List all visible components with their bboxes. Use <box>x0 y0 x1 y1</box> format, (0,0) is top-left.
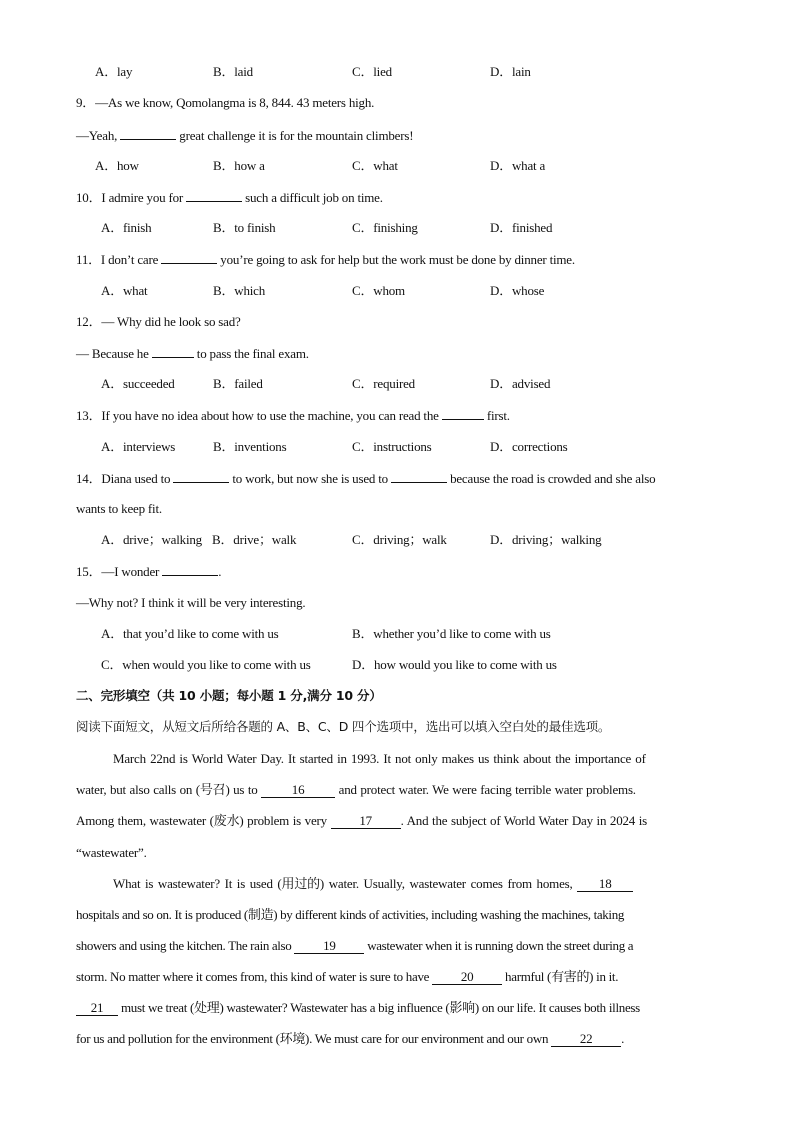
q12-stem: 12．— Why did he look so sad? <box>76 314 241 329</box>
q12-reply-end: to pass the final exam. <box>193 346 309 361</box>
q12-reply-start: — Because he <box>76 346 152 361</box>
blank-22[interactable]: 22 <box>551 1032 621 1047</box>
blank-20[interactable]: 20 <box>432 970 502 985</box>
q14-blank-1 <box>173 470 229 483</box>
passage-line-8-start: storm. No matter where it comes from, this kind of water is sure to have <box>76 969 433 984</box>
q11-stem <box>76 251 575 268</box>
q10-option-b[interactable]: B．to finish <box>213 220 276 235</box>
q14-stem-start: 14．Diana used to <box>76 471 174 486</box>
q12-option-b[interactable]: B．failed <box>213 376 263 391</box>
q14-option-a[interactable]: A．drive；walking <box>101 532 202 547</box>
blank-21[interactable]: 21 <box>76 1001 118 1016</box>
q12-option-a[interactable]: A．succeeded <box>101 376 175 391</box>
q10-blank <box>186 189 242 202</box>
q15-option-b[interactable]: B．whether you’d like to come with us <box>352 626 551 641</box>
q11-option-c[interactable]: C．whom <box>352 283 405 298</box>
q15-stem <box>76 563 221 580</box>
q15-blank <box>162 563 218 576</box>
passage-line-2-end: and protect water. We were facing terrible water problems. <box>335 782 636 797</box>
passage-line-7 <box>76 938 633 954</box>
blank-18[interactable]: 18 <box>577 877 633 892</box>
q14-stem <box>76 470 655 487</box>
q8-option-c[interactable]: C．lied <box>352 64 392 79</box>
passage-line-8-end: harmful (有害的) in it. <box>502 969 619 984</box>
passage-line-6: hospitals and so on. It is produced (制造) by different kinds of activities, including washing the machines, taking <box>76 907 624 922</box>
q10-option-a[interactable]: A．finish <box>101 220 152 235</box>
q14-option-d[interactable]: D．driving；walking <box>490 532 602 547</box>
q9-reply-start: —Yeah, <box>76 128 121 143</box>
q9-option-a[interactable]: A．how <box>95 158 139 173</box>
passage-line-2-start: water, but also calls on (号召) us to <box>76 782 262 797</box>
q9-blank <box>120 127 176 140</box>
q10-option-c[interactable]: C．finishing <box>352 220 418 235</box>
passage-line-5-start: What is wastewater? It is used (用过的) water. Usually, wastewater comes from homes, <box>113 876 578 891</box>
q9-reply-end: great challenge it is for the mountain climbers! <box>176 128 414 143</box>
passage-line-10-start: for us and pollution for the environment (环境). We must care for our environment and our own <box>76 1031 552 1046</box>
q11-option-d[interactable]: D．whose <box>490 283 545 298</box>
q9-stem-reply <box>76 127 413 144</box>
q15-option-d[interactable]: D．how would you like to come with us <box>352 657 557 672</box>
q9-option-d[interactable]: D．what a <box>490 158 546 173</box>
passage-line-5 <box>113 876 633 892</box>
passage-line-9-end: must we treat (处理) wastewater? Wastewater has a big influence (影响) on our life. It causes both illness <box>118 1000 640 1015</box>
q12-option-c[interactable]: C．required <box>352 376 415 391</box>
q13-stem-end: first. <box>483 408 510 423</box>
q15-stem-reply: —Why not? I think it will be very interesting. <box>76 595 306 610</box>
q12-blank <box>152 345 194 358</box>
q14-blank-2 <box>391 470 447 483</box>
q14-option-b[interactable]: B．drive；walk <box>212 532 297 547</box>
passage-line-7-start: showers and using the kitchen. The rain also <box>76 938 295 953</box>
passage-line-3-start: Among them, wastewater (废水) problem is very <box>76 813 331 828</box>
q10-stem <box>76 189 383 206</box>
blank-19[interactable]: 19 <box>294 939 364 954</box>
q14-stem-continued: wants to keep fit. <box>76 501 162 516</box>
q9-option-c[interactable]: C．what <box>352 158 398 173</box>
q8-option-b[interactable]: B．laid <box>213 64 253 79</box>
passage-line-1: March 22nd is World Water Day. It started in 1993. It not only makes us think about the importance of <box>113 751 646 766</box>
passage-line-9 <box>76 1000 640 1016</box>
passage-line-2 <box>76 782 636 798</box>
q8-option-d[interactable]: D．lain <box>490 64 531 79</box>
passage-line-10 <box>76 1031 624 1047</box>
blank-17[interactable]: 17 <box>331 814 401 829</box>
q11-stem-end: you’re going to ask for help but the work must be done by dinner time. <box>217 252 575 267</box>
passage-line-8 <box>76 969 618 985</box>
q13-option-d[interactable]: D．corrections <box>490 439 568 454</box>
q12-option-d[interactable]: D．advised <box>490 376 551 391</box>
passage-line-4: “wastewater”. <box>76 845 147 860</box>
q14-option-c[interactable]: C．driving；walk <box>352 532 447 547</box>
passage-line-3 <box>76 813 647 829</box>
q11-stem-start: 11．I don’t care <box>76 252 162 267</box>
q13-option-a[interactable]: A．interviews <box>101 439 176 454</box>
passage-line-7-end: wastewater when it is running down the street during a <box>364 938 634 953</box>
q13-blank <box>442 407 484 420</box>
q15-option-c[interactable]: C．when would you like to come with us <box>101 657 311 672</box>
q15-stem-end: . <box>218 564 222 579</box>
q11-blank <box>161 251 217 264</box>
q9-option-b[interactable]: B．how a <box>213 158 265 173</box>
blank-16[interactable]: 16 <box>261 783 335 798</box>
q8-option-a[interactable]: A．lay <box>95 64 133 79</box>
section-instruction: 阅读下面短文，从短文后所给各题的 A、B、C、D 四个选项中，选出可以填入空白处的最佳选项。 <box>76 719 611 734</box>
q13-option-c[interactable]: C．instructions <box>352 439 432 454</box>
q14-stem-end: because the road is crowded and she also <box>447 471 656 486</box>
q14-stem-middle: to work, but now she is used to <box>229 471 392 486</box>
q10-stem-start: 10．I admire you for <box>76 190 187 205</box>
passage-line-10-end: . <box>621 1031 625 1046</box>
q11-option-a[interactable]: A．what <box>101 283 148 298</box>
q9-stem: 9．—As we know, Qomolangma is 8, 844. 43 meters high. <box>76 95 375 110</box>
q13-stem <box>76 407 510 424</box>
q13-stem-start: 13．If you have no idea about how to use the machine, you can read the <box>76 408 442 423</box>
q12-stem-reply <box>76 345 309 362</box>
passage-line-3-end: . And the subject of World Water Day in 2024 is <box>400 813 648 828</box>
q15-stem-start: 15．—I wonder <box>76 564 163 579</box>
section-heading: 二、完形填空（共 10 小题；每小题 1 分,满分 10 分） <box>76 688 382 703</box>
q13-option-b[interactable]: B．inventions <box>213 439 287 454</box>
q10-option-d[interactable]: D．finished <box>490 220 553 235</box>
q11-option-b[interactable]: B．which <box>213 283 266 298</box>
q15-option-a[interactable]: A．that you’d like to come with us <box>101 626 279 641</box>
q10-stem-end: such a difficult job on time. <box>242 190 383 205</box>
